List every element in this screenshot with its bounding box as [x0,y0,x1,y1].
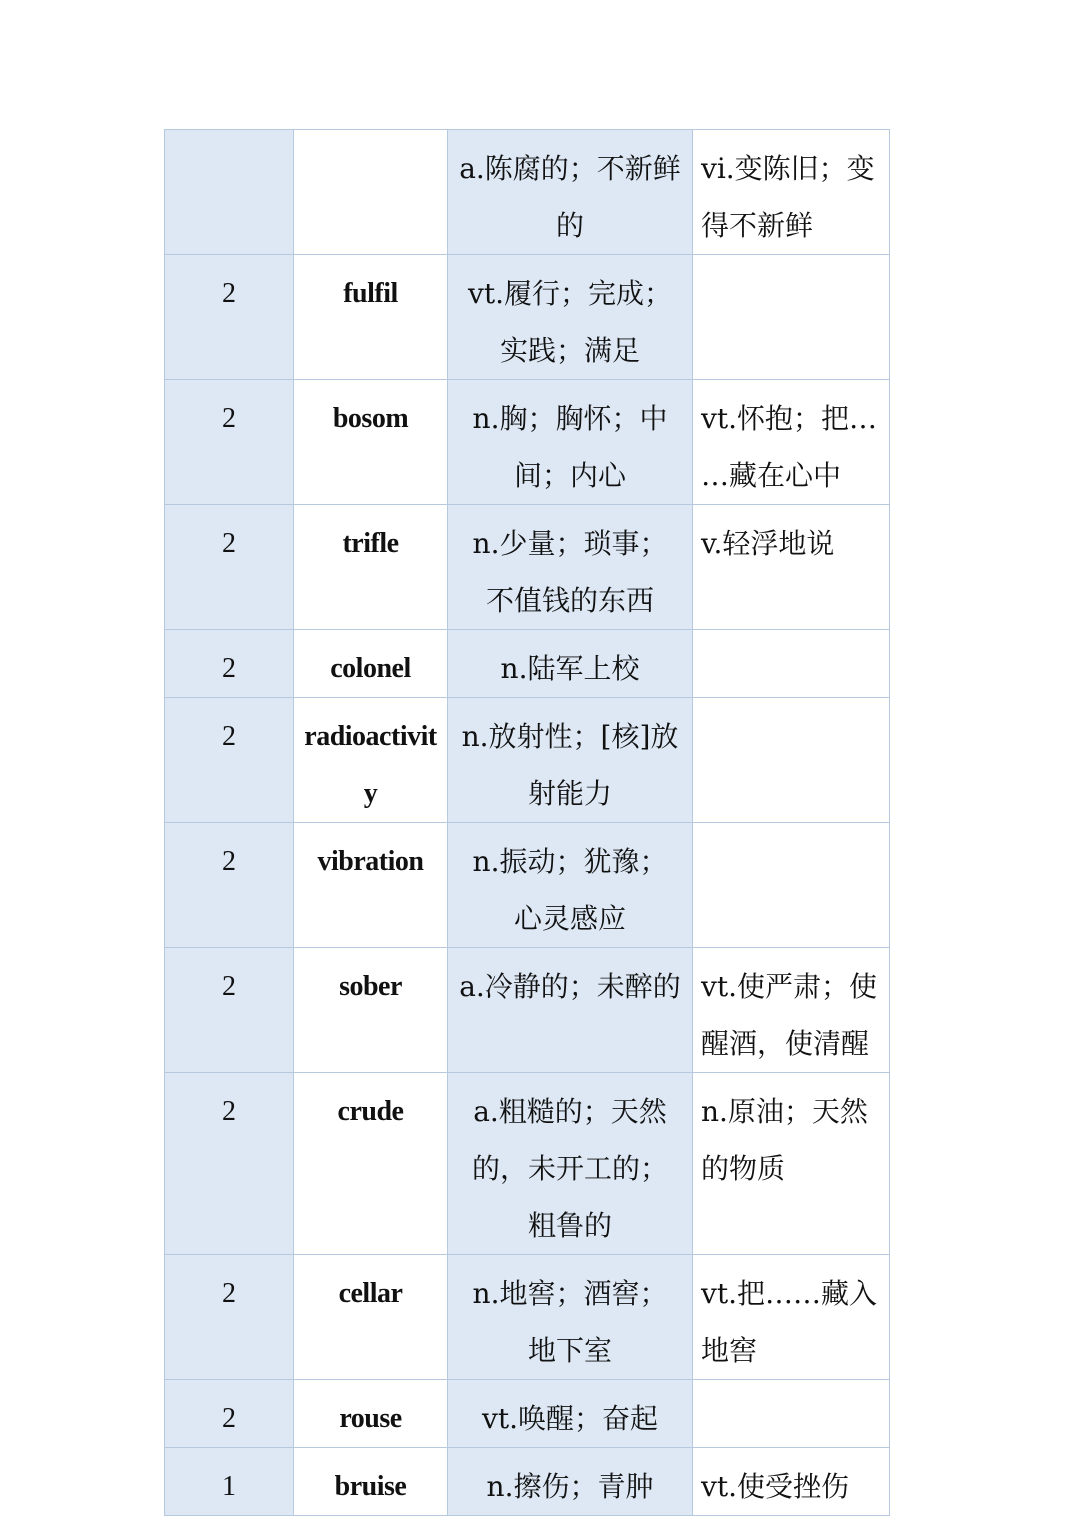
frequency-cell [165,630,294,698]
vocabulary-table [164,129,890,1516]
frequency-text: 2 [222,721,236,752]
word-cell [294,1073,448,1255]
frequency-cell [165,255,294,380]
primary-definition-cell [448,1448,693,1516]
secondary-definition-line: vi.变陈旧；变 [701,152,875,185]
primary-definition-line: 实践；满足 [499,334,640,367]
primary-definition-line: 心灵感应 [513,902,626,935]
secondary-definition-line: n.原油；天然 [701,1095,868,1128]
table-row [165,130,890,255]
primary-definition-line: vt.唤醒；奋起 [482,1402,658,1435]
word-cell [294,380,448,505]
frequency-cell [165,1448,294,1516]
secondary-definition-line: vt.使严肃；使 [701,970,877,1003]
frequency-cell [165,1255,294,1380]
table-row [165,505,890,630]
table-row [165,1073,890,1255]
primary-definition-line: n.振动；犹豫； [472,845,668,878]
word-text: crude [337,1096,404,1127]
secondary-definition-cell [693,130,890,255]
word-text: sober [339,971,402,1002]
secondary-definition-line: 地窖 [701,1334,758,1367]
word-text: trifle [342,528,399,559]
frequency-text: 2 [222,653,236,684]
secondary-definition-cell [693,1448,890,1516]
table-row [165,1448,890,1516]
secondary-definition-cell [693,380,890,505]
secondary-definition-line: 醒酒，使清醒 [701,1027,870,1060]
primary-definition-cell [448,505,693,630]
primary-definition-line: 的 [555,209,584,242]
frequency-text: 2 [222,846,236,877]
primary-definition-line: 射能力 [527,777,612,810]
primary-definition-line: 粗鲁的 [527,1209,612,1242]
frequency-cell [165,505,294,630]
word-text: cellar [338,1278,403,1309]
secondary-definition-line: vt.把……藏入 [701,1277,877,1310]
secondary-definition-cell [693,630,890,698]
frequency-text: 2 [222,1403,236,1434]
primary-definition-line: n.放射性；[核]放 [461,720,679,753]
primary-definition-line: 不值钱的东西 [485,584,654,617]
secondary-definition-line: …藏在心中 [701,459,842,492]
frequency-text: 2 [222,528,236,559]
secondary-definition-cell [693,505,890,630]
frequency-text: 2 [222,1096,236,1127]
word-text: bosom [332,403,409,434]
secondary-definition-line: 得不新鲜 [701,209,814,242]
secondary-definition-line: 的物质 [701,1152,786,1185]
frequency-cell [165,1073,294,1255]
primary-definition-line: 间；内心 [513,459,626,492]
table-row [165,630,890,698]
word-cell [294,255,448,380]
table-row [165,948,890,1073]
secondary-definition-line: vt.怀抱；把… [701,402,877,435]
secondary-definition-cell [693,823,890,948]
word-cell [294,1255,448,1380]
frequency-text: 2 [222,1278,236,1309]
frequency-cell [165,130,294,255]
frequency-text: 2 [222,971,236,1002]
secondary-definition-cell [693,698,890,823]
primary-definition-cell [448,380,693,505]
frequency-cell [165,698,294,823]
primary-definition-cell [448,255,693,380]
primary-definition-line: 的，未开工的； [471,1152,668,1185]
word-cell [294,130,448,255]
secondary-definition-line: v.轻浮地说 [701,527,835,560]
primary-definition-line: a.粗糙的；天然 [473,1095,667,1128]
vocabulary-table-body [165,130,890,1516]
primary-definition-cell [448,948,693,1073]
word-cell [294,630,448,698]
word-cell [294,1380,448,1448]
primary-definition-cell [448,630,693,698]
frequency-text: 1 [222,1471,236,1502]
primary-definition-line: 地下室 [527,1334,612,1367]
frequency-cell [165,380,294,505]
frequency-cell [165,1380,294,1448]
table-row [165,255,890,380]
primary-definition-cell [448,1073,693,1255]
primary-definition-cell [448,823,693,948]
primary-definition-line: vt.履行；完成； [468,277,672,310]
secondary-definition-cell [693,255,890,380]
secondary-definition-cell [693,1073,890,1255]
primary-definition-cell [448,1255,693,1380]
table-row [165,1380,890,1448]
primary-definition-line: a.陈腐的；不新鲜 [459,152,681,185]
table-row [165,698,890,823]
table-row [165,823,890,948]
word-cell [294,948,448,1073]
primary-definition-line: n.擦伤；青肿 [486,1470,654,1503]
word-line: y [363,778,378,809]
word-line: radioactivit [304,721,437,752]
word-cell [294,698,448,823]
secondary-definition-cell [693,1380,890,1448]
primary-definition-line: n.胸；胸怀；中 [472,402,668,435]
secondary-definition-cell [693,948,890,1073]
word-text: fulfil [343,278,398,309]
table-row [165,380,890,505]
primary-definition-cell [448,130,693,255]
word-text: rouse [339,1403,402,1434]
secondary-definition-cell [693,1255,890,1380]
secondary-definition-line: vt.使受挫伤 [701,1470,849,1503]
word-cell [294,823,448,948]
word-cell [294,505,448,630]
word-text: vibration [317,846,424,877]
primary-definition-line: n.陆军上校 [500,652,640,685]
frequency-text: 2 [222,403,236,434]
primary-definition-cell [448,1380,693,1448]
frequency-text: 2 [222,278,236,309]
primary-definition-line: n.地窖；酒窖； [472,1277,668,1310]
primary-definition-line: a.冷静的；未醉的 [459,970,681,1003]
word-text: bruise [334,1471,407,1502]
primary-definition-line: n.少量；琐事； [472,527,668,560]
word-cell [294,1448,448,1516]
frequency-cell [165,948,294,1073]
table-row [165,1255,890,1380]
frequency-cell [165,823,294,948]
primary-definition-cell [448,698,693,823]
word-text: colonel [330,653,411,684]
